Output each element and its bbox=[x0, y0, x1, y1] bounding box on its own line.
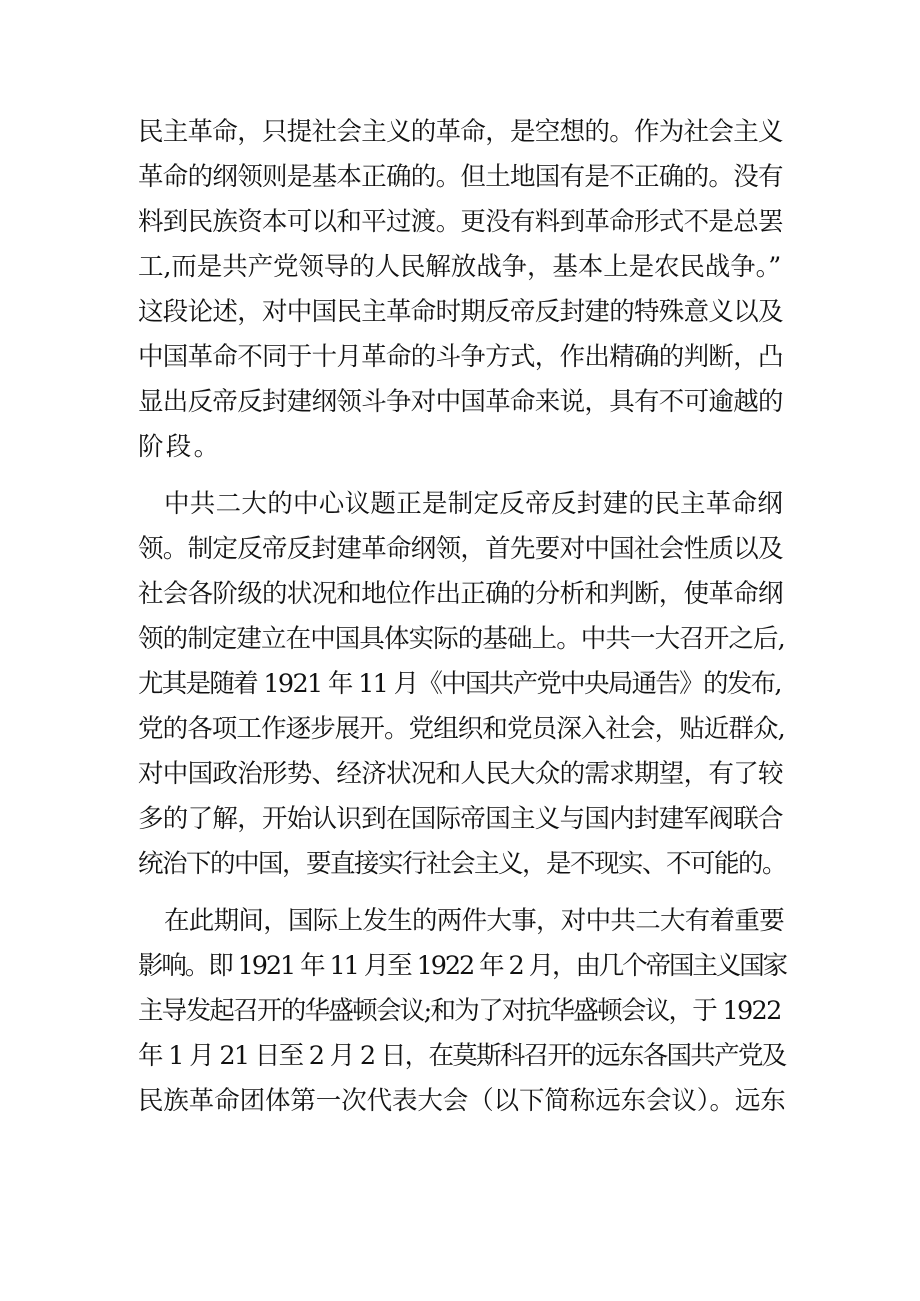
text-line: 对中国政治形势、经济状况和人民大众的需求期望，有了较 bbox=[138, 759, 783, 789]
text-line: 工,而是共产党领导的人民解放战争，基本上是农民战争。” bbox=[138, 252, 782, 282]
paragraph-2 bbox=[138, 482, 786, 887]
text-line: 尤其是随着 1921 年 11 月《中国共产党中央局通告》的发布, bbox=[138, 669, 781, 699]
text-line: 革命的纲领则是基本正确的。但土地国有是不正确的。没有 bbox=[138, 162, 783, 192]
text-line: 统治下的中国，要直接实行社会主义，是不现实、不可能的。 bbox=[138, 849, 787, 879]
text-line: 年 1 月 21 日至 2 月 2 日，在莫斯科召开的远东各国共产党及 bbox=[138, 1041, 786, 1071]
text-line: 显出反帝反封建纲领斗争对中国革命来说，具有不可逾越的 bbox=[138, 387, 783, 417]
text-line: 党的各项工作逐步展开。党组织和党员深入社会，贴近群众, bbox=[138, 714, 785, 744]
text-line: 民主革命，只提社会主义的革命，是空想的。作为社会主义 bbox=[138, 117, 783, 147]
text-line: 领。制定反帝反封建革命纲领，首先要对中国社会性质以及 bbox=[138, 534, 783, 564]
text-line: 中国革命不同于十月革命的斗争方式，作出精确的判断，凸 bbox=[138, 342, 783, 372]
paragraph-1 bbox=[138, 110, 786, 470]
text-line: 在此期间，国际上发生的两件大事，对中共二大有着重要 bbox=[164, 906, 785, 936]
text-line: 民族革命团体第一次代表大会（以下简称远东会议）。远东 bbox=[138, 1086, 786, 1116]
text-line: 中共二大的中心议题正是制定反帝反封建的民主革命纲 bbox=[164, 489, 784, 519]
text-line: 这段论述，对中国民主革命时期反帝反封建的特殊意义以及 bbox=[138, 297, 783, 327]
text-line: 社会各阶级的状况和地位作出正确的分析和判断，使革命纲 bbox=[138, 579, 783, 609]
text-line: 多的了解，开始认识到在国际帝国主义与国内封建军阀联合 bbox=[138, 804, 783, 834]
text-line: 阶段。 bbox=[138, 432, 222, 462]
text-line: 料到民族资本可以和平过渡。更没有料到革命形式不是总罢 bbox=[138, 207, 783, 237]
paragraph-3 bbox=[138, 899, 786, 1124]
body-text bbox=[138, 110, 786, 1124]
text-line: 领的制定建立在中国具体实际的基础上。中共一大召开之后, bbox=[138, 624, 785, 654]
text-line: 影响。即 1921 年 11 月至 1922 年 2 月，由几个帝国主义国家 bbox=[138, 951, 787, 981]
text-line: 主导发起召开的华盛顿会议;和为了对抗华盛顿会议，于 1922 bbox=[138, 996, 781, 1026]
